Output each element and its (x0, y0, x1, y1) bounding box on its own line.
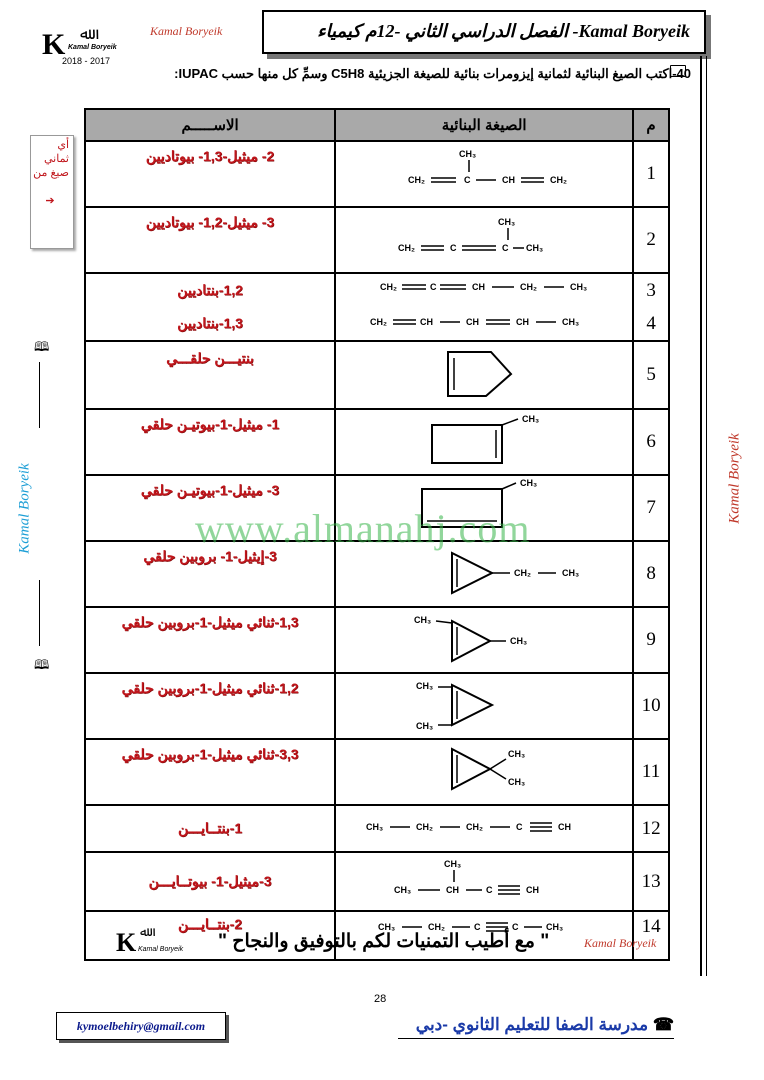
isomer-name: 1,3-ثنائي ميثيل-1-بروبين حلقي (85, 607, 335, 673)
logo-name: Kamal Boryeik (68, 44, 117, 51)
isomer-name: 1- ميثيل-1-بيوتيـن حلقي (85, 409, 335, 475)
book-icon: 🕮 (34, 339, 50, 354)
right-divider-inner (706, 56, 707, 976)
structure-cell (335, 739, 633, 805)
isomer-name: بنتيـــن حلقـــي (85, 341, 335, 409)
svg-text:CH₂: CH₂ (428, 922, 446, 932)
svg-text:CH₃: CH₃ (508, 776, 526, 787)
structure-cell (335, 673, 633, 739)
row-number: 3 (633, 273, 669, 307)
hint-box[interactable] (30, 135, 74, 249)
row-number: 1 (633, 141, 669, 207)
svg-text:CH₂: CH₂ (380, 282, 398, 292)
structure-formula (336, 143, 632, 201)
left-rule-bottom (39, 580, 40, 646)
structure-formula (336, 209, 632, 267)
svg-text:C: C (450, 242, 457, 253)
question-text: 40-اكتب الصيغ البنائية لثمانية إيزومرات بنائية للصيغة الجزيئية C5H8 وسمِّ كل منها حسب IUPAC: (174, 66, 691, 81)
footer-wish: " مع أطيب التمنيات لكم بالتوفيق والنجاح " (218, 931, 550, 952)
svg-text:CH₃: CH₃ (526, 242, 544, 253)
table-row (85, 805, 669, 852)
page-title: Kamal Boryeik- الفصل الدراسي الثاني -12م كيمياء (317, 21, 690, 41)
svg-text:CH₃: CH₃ (562, 567, 580, 578)
page-number: 28 (374, 993, 387, 1005)
email-box[interactable]: kymoelbehiry@gmail.com (56, 1012, 226, 1040)
logo-years: 2018 - 2017 (62, 56, 111, 66)
svg-text:CH: CH (502, 174, 516, 185)
structure-cell (335, 805, 633, 852)
svg-text:CH₃: CH₃ (510, 635, 528, 646)
isomer-name: 1,2-بنتاديين (85, 273, 335, 307)
svg-text:CH₂: CH₂ (520, 282, 538, 292)
svg-text:CH: CH (466, 317, 480, 327)
structure-cell (335, 409, 633, 475)
logo-k-icon: K (116, 928, 137, 957)
structure-cell (335, 307, 633, 341)
svg-text:C: C (430, 282, 437, 292)
header-structure: الصيغة البنائية (335, 109, 633, 141)
row-number: 2 (633, 207, 669, 273)
structure-formula (336, 307, 632, 335)
svg-text:C: C (502, 242, 509, 253)
svg-text:CH₃: CH₃ (498, 216, 516, 227)
svg-text:CH₃: CH₃ (366, 822, 384, 832)
svg-text:CH₃: CH₃ (570, 282, 588, 292)
row-number: 13 (633, 852, 669, 911)
svg-text:CH₂: CH₂ (370, 317, 388, 327)
svg-text:CH: CH (558, 822, 572, 832)
svg-text:CH: CH (526, 885, 540, 895)
isomer-name: 3- ميثيل-1,2- بيوتاديين (85, 207, 335, 273)
row-number: 8 (633, 541, 669, 607)
isomer-name: 3-ميثيل-1- بيوتــايـــن (85, 852, 335, 911)
isomer-name: 1,3-بنتاديين (85, 307, 335, 341)
table-header-row (85, 109, 669, 141)
table-row (85, 141, 669, 207)
table-row (85, 409, 669, 475)
school-name (416, 1015, 674, 1035)
svg-text:CH₃: CH₃ (394, 885, 412, 895)
isomer-name: 3,3-ثنائي ميثيل-1-بروبين حلقي (85, 739, 335, 805)
row-number: 4 (633, 307, 669, 341)
table-row (85, 607, 669, 673)
svg-text:CH₃: CH₃ (520, 477, 538, 488)
isomer-name: 1,2-ثنائي ميثيل-1-بروبين حلقي (85, 673, 335, 739)
svg-text:CH₃: CH₃ (378, 922, 396, 932)
left-rule-top (39, 362, 40, 428)
row-number: 12 (633, 805, 669, 852)
footer-logo (116, 926, 196, 960)
structure-cell (335, 141, 633, 207)
cyclopentene-ring (336, 344, 632, 402)
svg-text:CH₃: CH₃ (562, 317, 580, 327)
svg-text:C: C (512, 922, 519, 932)
row-number: 10 (633, 673, 669, 739)
cyclopropene-ring (336, 675, 632, 733)
svg-text:C: C (464, 174, 471, 185)
table-row (85, 739, 669, 805)
right-signature: Kamal Boryeik (726, 433, 743, 524)
footer-signature: Kamal Boryeik (584, 936, 657, 950)
svg-text:CH: CH (446, 885, 460, 895)
header-box (262, 10, 706, 54)
header-logo (40, 24, 130, 68)
svg-text:CH₃: CH₃ (459, 148, 477, 159)
structure-cell (335, 341, 633, 409)
structure-cell (335, 607, 633, 673)
cyclopropene-ring (336, 609, 632, 667)
table-row (85, 273, 669, 307)
svg-text:CH₂: CH₂ (398, 242, 416, 253)
cyclopropene-ring (336, 741, 632, 799)
structure-cell (335, 207, 633, 273)
svg-text:CH₃: CH₃ (444, 859, 462, 869)
structure-formula (336, 806, 632, 846)
isomer-name: 2- ميثيل-1,3- بيوتاديين (85, 141, 335, 207)
logo-flourish-icon: ﷲ (140, 924, 148, 939)
svg-text:CH: CH (472, 282, 486, 292)
svg-text:CH₃: CH₃ (416, 680, 434, 691)
svg-text:CH₃: CH₃ (414, 614, 432, 625)
header-signature: Kamal Boryeik (150, 24, 223, 38)
hint-text: أي ثماني صيغ من (33, 139, 69, 179)
svg-text:C: C (486, 885, 493, 895)
row-number: 5 (633, 341, 669, 409)
svg-text:CH₂: CH₂ (550, 174, 568, 185)
isomer-name: 2-بنتــايـــن (85, 911, 335, 960)
row-number: 6 (633, 409, 669, 475)
svg-text:CH₃: CH₃ (522, 413, 540, 424)
table-row (85, 307, 669, 341)
structure-formula (336, 274, 632, 302)
logo-name: Kamal Boryeik (138, 946, 184, 953)
arrow-right-icon: ➔ (45, 195, 55, 207)
svg-text:CH₂: CH₂ (466, 822, 484, 832)
watermark: www.almanahj.com (195, 506, 531, 551)
table-row (85, 341, 669, 409)
row-number: 11 (633, 739, 669, 805)
left-signature: Kamal Boryeik (16, 463, 33, 554)
logo-k-icon: K (42, 28, 66, 61)
school-label: مدرسة الصفا للتعليم الثانوي -دبي (415, 1015, 649, 1034)
structure-cell (335, 273, 633, 307)
svg-text:CH₂: CH₂ (416, 822, 434, 832)
isomer-name: 3-إيثيل-1- بروبين حلقي (85, 541, 335, 607)
svg-text:C: C (474, 922, 481, 932)
cyclobutene-ring (336, 411, 632, 469)
svg-text:CH₃: CH₃ (546, 922, 564, 932)
svg-text:CH: CH (516, 317, 530, 327)
header-name: الاســـــم (85, 109, 335, 141)
table-row (85, 673, 669, 739)
school-underline (398, 1038, 674, 1039)
logo-flourish-icon: ﷲ (80, 26, 90, 43)
svg-text:CH: CH (420, 317, 434, 327)
svg-text:CH₃: CH₃ (508, 748, 526, 759)
row-number: 9 (633, 607, 669, 673)
table-row (85, 852, 669, 911)
row-number: 7 (633, 475, 669, 541)
isomer-name: 3- ميثيل-1-بيوتيـن حلقي (85, 475, 335, 541)
structure-formula (336, 853, 632, 905)
svg-text:CH₃: CH₃ (416, 720, 434, 731)
table-row (85, 207, 669, 273)
header-num: م (633, 109, 669, 141)
row-number: 14 (633, 911, 669, 960)
svg-text:CH₂: CH₂ (408, 174, 426, 185)
phone-icon: ☎ (652, 1015, 674, 1034)
book-icon: 🕮 (34, 657, 50, 672)
structure-cell (335, 852, 633, 911)
isomer-name: 1-بنتــايـــن (85, 805, 335, 852)
right-divider (700, 56, 702, 976)
svg-text:CH₂: CH₂ (514, 567, 532, 578)
svg-text:C: C (516, 822, 523, 832)
